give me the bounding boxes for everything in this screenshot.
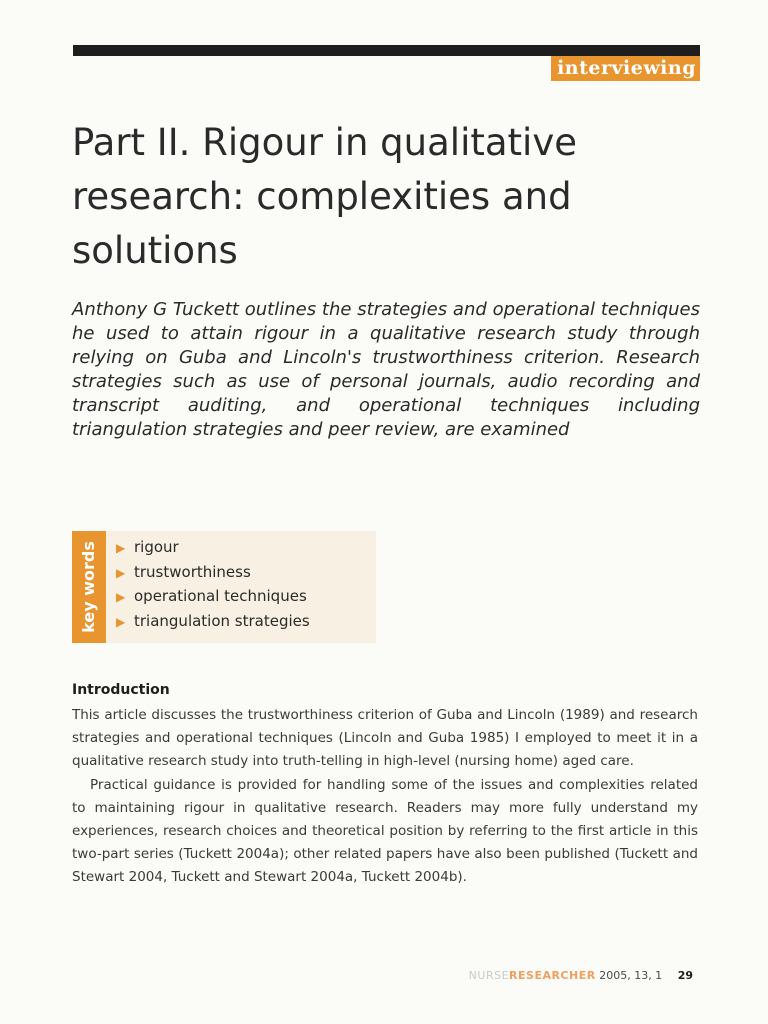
arrow-right-icon: ▶ — [116, 590, 126, 604]
arrow-right-icon: ▶ — [116, 565, 126, 580]
top-rule — [73, 45, 700, 56]
arrow-right-icon: ▶ — [116, 614, 126, 629]
article-title: Part II. Rigour in qualitative research: complexities and solutions — [72, 121, 577, 272]
keyword-text: rigour — [134, 538, 179, 556]
page-footer — [469, 968, 693, 984]
keyword-item — [116, 536, 310, 561]
keyword-text: operational techniques — [134, 587, 307, 605]
keywords-label: key words — [79, 541, 98, 633]
keyword-item — [116, 585, 310, 610]
arrow-right-icon: ▶ — [116, 541, 126, 555]
keywords-list — [116, 536, 310, 634]
introduction-heading: Introduction — [72, 682, 170, 698]
section-tag: interviewing — [551, 56, 700, 81]
body-paragraph: Practical guidance is provided for handling some of the issues and complexities related to maintaining rigour in qualitative research. Readers may more fully understand my experiences, research choices and theoretical position by referring to the first article in this two-part series (Tuckett 2004a); other related papers have also been published (Tuckett and Stewart 2004, Tuckett and Stewart 2004a, Tuckett 2004b). — [72, 776, 698, 886]
article-standfirst: Anthony G Tuckett outlines the strategies and operational techniques he used to attain rigour in a qualitative research study through relying on Guba and Lincoln's trustworthiness criterion. Research strategies such as use of personal journals, audio recording and transcript auditing, and operational techniques including triangulation strategies and peer review, are examined — [72, 299, 700, 440]
issue-info: 2005, 13, 1 — [599, 969, 663, 982]
keywords-box — [72, 531, 376, 643]
body-paragraph: This article discusses the trustworthiness criterion of Guba and Lincoln (1989) and research strategies and operational techniques (Lincoln and Guba 1985) I employed to meet it in a qualitative research study into truth-telling in high-level (nursing home) aged care. — [72, 707, 698, 770]
keyword-item — [116, 610, 310, 635]
journal-name-suffix: RESEARCHER — [509, 969, 596, 982]
keyword-item — [116, 561, 310, 586]
page-number: 29 — [677, 969, 693, 982]
journal-name-prefix: NURSE — [468, 969, 510, 982]
keyword-text: trustworthiness — [134, 562, 251, 581]
keywords-tab — [72, 531, 106, 643]
keyword-text: triangulation strategies — [134, 611, 310, 630]
introduction-body — [72, 704, 698, 890]
